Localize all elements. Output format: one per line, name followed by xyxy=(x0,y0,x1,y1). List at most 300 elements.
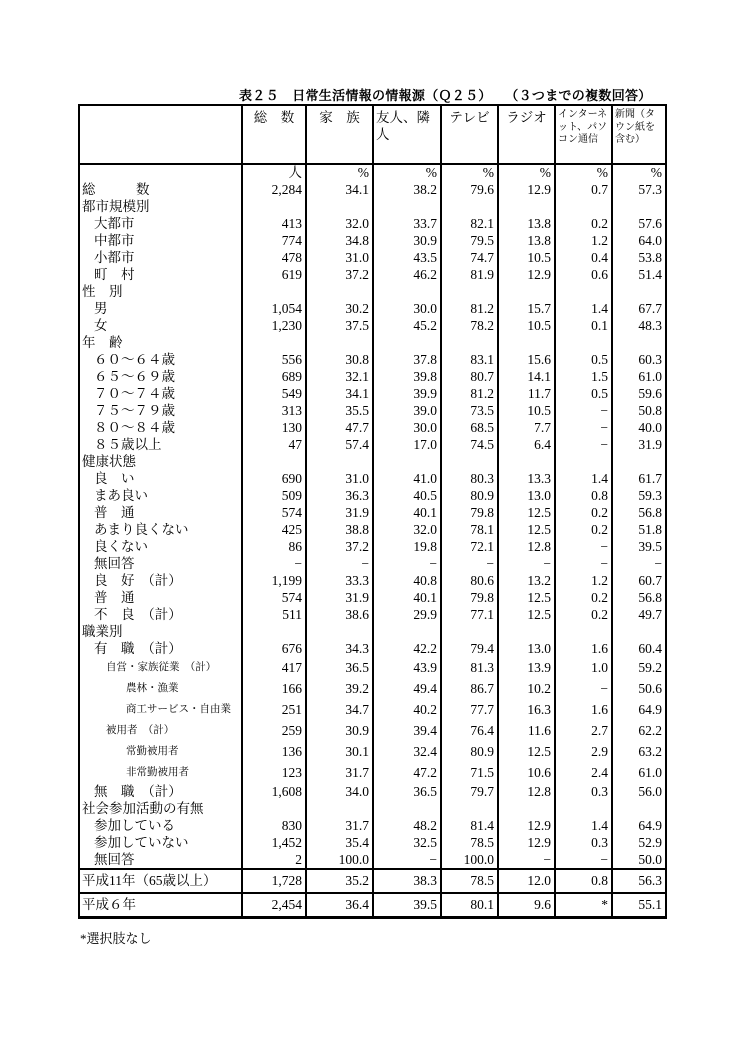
data-cell xyxy=(306,800,373,817)
data-cell xyxy=(612,198,666,215)
row-label: 平成６年 xyxy=(79,893,242,918)
data-cell xyxy=(373,623,441,640)
data-cell: 130 xyxy=(242,419,306,436)
data-cell: 690 xyxy=(242,470,306,487)
row-label: 良くない xyxy=(94,539,148,554)
data-cell: 36.3 xyxy=(306,487,373,504)
data-cell: 12.5 xyxy=(498,741,555,762)
data-cell: 574 xyxy=(242,504,306,521)
row-label: 非常勤被用者 xyxy=(126,767,189,778)
data-cell: 1,452 xyxy=(242,834,306,851)
table-body xyxy=(79,164,666,918)
data-cell: 0.8 xyxy=(555,487,612,504)
data-cell: 1.4 xyxy=(555,817,612,834)
data-cell xyxy=(555,334,612,351)
data-cell: 12.5 xyxy=(498,606,555,623)
data-cell: 30.8 xyxy=(306,351,373,368)
data-cell xyxy=(373,800,441,817)
data-cell: 509 xyxy=(242,487,306,504)
table-row xyxy=(79,678,666,699)
data-cell: 30.1 xyxy=(306,741,373,762)
row-label: 参加している xyxy=(94,818,175,833)
data-cell: 100.0 xyxy=(441,851,498,869)
data-cell: 100.0 xyxy=(306,851,373,869)
data-cell: 57.4 xyxy=(306,436,373,453)
row-label: 都市規模別 xyxy=(82,199,150,214)
data-cell: 12.0 xyxy=(498,869,555,893)
data-cell: 136 xyxy=(242,741,306,762)
data-cell xyxy=(441,800,498,817)
data-cell: 2.9 xyxy=(555,741,612,762)
data-cell xyxy=(441,198,498,215)
data-cell: 12.9 xyxy=(498,834,555,851)
data-cell: 32.1 xyxy=(306,368,373,385)
data-cell: 40.1 xyxy=(373,589,441,606)
data-cell xyxy=(498,334,555,351)
row-label: 性 別 xyxy=(82,284,123,299)
data-cell: 425 xyxy=(242,521,306,538)
data-cell: 79.5 xyxy=(441,232,498,249)
data-cell: 73.5 xyxy=(441,402,498,419)
data-cell: 38.2 xyxy=(373,181,441,198)
data-cell xyxy=(498,800,555,817)
data-cell: 74.5 xyxy=(441,436,498,453)
row-label: ７５～７９歳 xyxy=(94,403,175,418)
data-cell xyxy=(242,283,306,300)
section-row xyxy=(79,198,666,215)
data-cell xyxy=(373,198,441,215)
table-row xyxy=(79,606,666,623)
data-cell: 12.9 xyxy=(498,817,555,834)
row-label: 年 齢 xyxy=(82,335,123,350)
data-cell: 37.2 xyxy=(306,538,373,555)
data-cell: 56.8 xyxy=(612,589,666,606)
section-row xyxy=(79,800,666,817)
data-cell: 11.6 xyxy=(498,720,555,741)
data-cell: 417 xyxy=(242,657,306,678)
data-cell: 34.0 xyxy=(306,783,373,800)
data-cell: 19.8 xyxy=(373,538,441,555)
table-row xyxy=(79,300,666,317)
data-cell: 59.6 xyxy=(612,385,666,402)
data-cell: 1,728 xyxy=(242,869,306,893)
data-cell: 34.8 xyxy=(306,232,373,249)
row-label: 総 数 xyxy=(82,182,150,197)
data-cell: 1.6 xyxy=(555,640,612,657)
data-cell xyxy=(242,334,306,351)
footer-row xyxy=(79,869,666,893)
table-row xyxy=(79,317,666,334)
data-cell xyxy=(306,334,373,351)
row-label: ８５歳以上 xyxy=(94,437,162,452)
data-cell: 71.5 xyxy=(441,762,498,783)
data-cell: % xyxy=(306,164,373,181)
data-cell: 619 xyxy=(242,266,306,283)
col-header-radio: ラジオ xyxy=(498,105,555,164)
data-cell: 0.2 xyxy=(555,504,612,521)
data-cell: 31.7 xyxy=(306,762,373,783)
data-cell xyxy=(612,453,666,470)
data-cell: 61.0 xyxy=(612,762,666,783)
data-cell xyxy=(242,800,306,817)
row-label: ６５～６９歳 xyxy=(94,369,175,384)
row-label: 被用者 （計） xyxy=(106,725,175,736)
data-cell: − xyxy=(498,555,555,572)
data-cell: 0.1 xyxy=(555,317,612,334)
table-row xyxy=(79,572,666,589)
data-cell: 38.3 xyxy=(373,869,441,893)
data-cell: 17.0 xyxy=(373,436,441,453)
table-row xyxy=(79,470,666,487)
data-cell: 50.0 xyxy=(612,851,666,869)
section-row xyxy=(79,283,666,300)
data-cell: 0.6 xyxy=(555,266,612,283)
col-header-friends-neighbors: 友人、隣人 xyxy=(373,105,441,164)
data-cell xyxy=(498,623,555,640)
data-cell: 10.6 xyxy=(498,762,555,783)
data-cell xyxy=(242,453,306,470)
data-cell: 59.3 xyxy=(612,487,666,504)
data-cell: 313 xyxy=(242,402,306,419)
data-cell: 79.8 xyxy=(441,504,498,521)
data-cell xyxy=(441,283,498,300)
data-cell: 46.2 xyxy=(373,266,441,283)
row-label: 有 職 （計） xyxy=(94,641,182,656)
units-row xyxy=(79,164,666,181)
col-header-newspaper: 新聞（タウン紙を含む） xyxy=(612,105,666,164)
data-cell: 30.0 xyxy=(373,419,441,436)
table-row xyxy=(79,817,666,834)
data-cell: 1.2 xyxy=(555,572,612,589)
table-row xyxy=(79,521,666,538)
data-cell: 81.4 xyxy=(441,817,498,834)
section-row xyxy=(79,334,666,351)
data-cell: 10.5 xyxy=(498,402,555,419)
data-cell: 1.6 xyxy=(555,699,612,720)
data-cell: 0.2 xyxy=(555,606,612,623)
data-cell: 35.4 xyxy=(306,834,373,851)
data-cell xyxy=(555,453,612,470)
data-cell: 39.9 xyxy=(373,385,441,402)
data-cell: 50.6 xyxy=(612,678,666,699)
data-cell: 11.7 xyxy=(498,385,555,402)
data-cell: 34.1 xyxy=(306,181,373,198)
table-row xyxy=(79,851,666,869)
data-cell xyxy=(612,283,666,300)
data-cell: 31.7 xyxy=(306,817,373,834)
row-label: 良 い xyxy=(94,471,135,486)
data-cell: 50.8 xyxy=(612,402,666,419)
data-cell: − xyxy=(242,555,306,572)
data-cell: 1.4 xyxy=(555,300,612,317)
data-cell: 7.7 xyxy=(498,419,555,436)
data-cell xyxy=(441,453,498,470)
data-cell: 13.0 xyxy=(498,640,555,657)
table-row xyxy=(79,538,666,555)
table-row xyxy=(79,783,666,800)
data-cell: 32.0 xyxy=(306,215,373,232)
data-cell: 53.8 xyxy=(612,249,666,266)
table-row xyxy=(79,351,666,368)
data-cell: 32.4 xyxy=(373,741,441,762)
footnote: *選択肢なし xyxy=(80,931,152,946)
table-row xyxy=(79,762,666,783)
data-cell: 33.3 xyxy=(306,572,373,589)
data-cell: 68.5 xyxy=(441,419,498,436)
data-cell: 78.1 xyxy=(441,521,498,538)
data-cell: 2,454 xyxy=(242,893,306,918)
table-row xyxy=(79,657,666,678)
data-cell: 0.8 xyxy=(555,869,612,893)
data-cell: 830 xyxy=(242,817,306,834)
data-cell: 81.2 xyxy=(441,300,498,317)
row-label: 男 xyxy=(94,301,108,316)
data-cell: 676 xyxy=(242,640,306,657)
row-label: 商工サービス・自由業 xyxy=(126,704,231,715)
data-cell: 63.2 xyxy=(612,741,666,762)
data-cell xyxy=(555,800,612,817)
data-cell: 56.3 xyxy=(612,869,666,893)
row-label: 参加していない xyxy=(94,835,189,850)
section-row xyxy=(79,623,666,640)
data-cell: 774 xyxy=(242,232,306,249)
data-cell: − xyxy=(555,436,612,453)
data-cell xyxy=(498,198,555,215)
data-cell: − xyxy=(555,538,612,555)
data-cell: 79.4 xyxy=(441,640,498,657)
data-cell: 40.8 xyxy=(373,572,441,589)
data-cell: 689 xyxy=(242,368,306,385)
data-cell: 76.4 xyxy=(441,720,498,741)
row-label: 町 村 xyxy=(94,267,135,282)
data-cell: 15.6 xyxy=(498,351,555,368)
data-cell: − xyxy=(555,419,612,436)
data-cell: 78.5 xyxy=(441,834,498,851)
data-cell: 60.3 xyxy=(612,351,666,368)
data-cell: * xyxy=(555,893,612,918)
data-cell: 32.5 xyxy=(373,834,441,851)
data-cell: 38.6 xyxy=(306,606,373,623)
data-cell: 1,054 xyxy=(242,300,306,317)
row-label: あまり良くない xyxy=(94,522,189,537)
data-cell: 47 xyxy=(242,436,306,453)
data-cell: 12.9 xyxy=(498,181,555,198)
data-cell: 40.2 xyxy=(373,699,441,720)
data-cell: 10.5 xyxy=(498,317,555,334)
data-cell: − xyxy=(441,555,498,572)
data-cell: 15.7 xyxy=(498,300,555,317)
data-cell: 42.2 xyxy=(373,640,441,657)
row-label: 無回答 xyxy=(94,852,135,867)
row-label: 自営・家族従業 （計） xyxy=(106,662,217,673)
data-cell: 13.8 xyxy=(498,232,555,249)
table-row xyxy=(79,436,666,453)
table-row xyxy=(79,487,666,504)
data-cell: 48.3 xyxy=(612,317,666,334)
data-cell: 62.2 xyxy=(612,720,666,741)
data-cell: 38.8 xyxy=(306,521,373,538)
data-cell: 123 xyxy=(242,762,306,783)
data-cell: 41.0 xyxy=(373,470,441,487)
data-cell: − xyxy=(612,555,666,572)
table-row xyxy=(79,419,666,436)
table-row xyxy=(79,699,666,720)
data-cell xyxy=(498,283,555,300)
section-row xyxy=(79,453,666,470)
data-cell xyxy=(441,623,498,640)
data-cell: 49.4 xyxy=(373,678,441,699)
table-row xyxy=(79,640,666,657)
data-cell: 35.5 xyxy=(306,402,373,419)
data-cell: 86.7 xyxy=(441,678,498,699)
table-title: 表２５ 日常生活情報の情報源（Ｑ２５） （３つまでの複数回答） xyxy=(239,88,652,103)
data-cell: − xyxy=(555,678,612,699)
table-row xyxy=(79,402,666,419)
data-cell: 74.7 xyxy=(441,249,498,266)
data-cell: 0.3 xyxy=(555,783,612,800)
data-cell: 36.5 xyxy=(373,783,441,800)
data-cell: 47.7 xyxy=(306,419,373,436)
data-cell: 0.2 xyxy=(555,521,612,538)
data-cell: 81.9 xyxy=(441,266,498,283)
data-cell: 251 xyxy=(242,699,306,720)
data-cell: 1,199 xyxy=(242,572,306,589)
col-header-internet: インターネット、パソコン通信 xyxy=(555,105,612,164)
data-cell: 1.5 xyxy=(555,368,612,385)
data-cell: % xyxy=(555,164,612,181)
row-label: 農林・漁業 xyxy=(126,683,179,694)
table-row xyxy=(79,249,666,266)
data-cell xyxy=(373,283,441,300)
table-row xyxy=(79,720,666,741)
data-cell: 16.3 xyxy=(498,699,555,720)
table-row xyxy=(79,504,666,521)
row-label: 平成11年（65歳以上） xyxy=(79,869,242,893)
data-cell: 59.2 xyxy=(612,657,666,678)
data-cell: 30.9 xyxy=(306,720,373,741)
data-cell xyxy=(612,623,666,640)
data-cell: 259 xyxy=(242,720,306,741)
table-row xyxy=(79,385,666,402)
data-cell: 10.2 xyxy=(498,678,555,699)
data-cell: 549 xyxy=(242,385,306,402)
data-cell: % xyxy=(441,164,498,181)
data-cell: 1,230 xyxy=(242,317,306,334)
data-cell xyxy=(612,334,666,351)
data-cell: 0.5 xyxy=(555,351,612,368)
data-cell: 39.2 xyxy=(306,678,373,699)
data-cell: 80.9 xyxy=(441,741,498,762)
data-cell xyxy=(555,283,612,300)
data-cell: − xyxy=(373,851,441,869)
row-label: 普 通 xyxy=(94,590,135,605)
data-cell: 82.1 xyxy=(441,215,498,232)
data-cell: 31.0 xyxy=(306,249,373,266)
data-cell: 2.7 xyxy=(555,720,612,741)
data-cell: 556 xyxy=(242,351,306,368)
row-label: 女 xyxy=(94,318,108,333)
data-cell: 30.0 xyxy=(373,300,441,317)
data-cell: 31.9 xyxy=(612,436,666,453)
table-row xyxy=(79,589,666,606)
data-cell: 51.8 xyxy=(612,521,666,538)
data-cell xyxy=(373,453,441,470)
row-label: 無回答 xyxy=(94,556,135,571)
data-cell: 30.9 xyxy=(373,232,441,249)
data-cell: 1.2 xyxy=(555,232,612,249)
data-cell: 13.9 xyxy=(498,657,555,678)
data-cell: 12.5 xyxy=(498,589,555,606)
row-label: 不 良 （計） xyxy=(94,607,182,622)
data-cell: 43.5 xyxy=(373,249,441,266)
row-label: ６０～６４歳 xyxy=(94,352,175,367)
table-row xyxy=(79,266,666,283)
stats-table xyxy=(78,104,667,919)
data-cell: 57.6 xyxy=(612,215,666,232)
table-container xyxy=(78,104,666,947)
row-label xyxy=(79,164,242,181)
data-cell: 64.9 xyxy=(612,699,666,720)
row-label: ８０～８４歳 xyxy=(94,420,175,435)
data-cell: 79.6 xyxy=(441,181,498,198)
header-corner-cell xyxy=(79,105,242,164)
data-cell: − xyxy=(498,851,555,869)
data-cell: 人 xyxy=(242,164,306,181)
row-label: まあ良い xyxy=(94,488,148,503)
data-cell: 37.8 xyxy=(373,351,441,368)
data-cell: 67.7 xyxy=(612,300,666,317)
data-cell: 78.5 xyxy=(441,869,498,893)
data-cell: 0.7 xyxy=(555,181,612,198)
row-label: 健康状態 xyxy=(82,454,136,469)
data-cell: 64.9 xyxy=(612,817,666,834)
data-cell: 2.4 xyxy=(555,762,612,783)
data-cell: 39.4 xyxy=(373,720,441,741)
data-cell: 2,284 xyxy=(242,181,306,198)
data-cell: % xyxy=(612,164,666,181)
data-cell: 0.4 xyxy=(555,249,612,266)
data-cell xyxy=(612,800,666,817)
data-cell: 80.3 xyxy=(441,470,498,487)
data-cell: 10.5 xyxy=(498,249,555,266)
data-cell: 39.0 xyxy=(373,402,441,419)
data-cell: 39.5 xyxy=(612,538,666,555)
data-cell: 81.3 xyxy=(441,657,498,678)
data-cell: 40.5 xyxy=(373,487,441,504)
data-cell: 32.0 xyxy=(373,521,441,538)
data-cell xyxy=(306,453,373,470)
data-cell: 39.5 xyxy=(373,893,441,918)
row-label: 無 職 （計） xyxy=(94,784,182,799)
data-cell: 83.1 xyxy=(441,351,498,368)
data-cell: 36.4 xyxy=(306,893,373,918)
data-cell: 79.7 xyxy=(441,783,498,800)
data-cell: 40.1 xyxy=(373,504,441,521)
data-cell: 81.2 xyxy=(441,385,498,402)
data-cell: 6.4 xyxy=(498,436,555,453)
data-cell: 13.8 xyxy=(498,215,555,232)
data-cell: 56.0 xyxy=(612,783,666,800)
data-cell: 80.1 xyxy=(441,893,498,918)
data-cell: 43.9 xyxy=(373,657,441,678)
header-row xyxy=(79,105,666,164)
data-cell: 29.9 xyxy=(373,606,441,623)
data-cell: − xyxy=(555,555,612,572)
data-cell xyxy=(242,198,306,215)
data-cell: 36.5 xyxy=(306,657,373,678)
data-cell: 14.1 xyxy=(498,368,555,385)
data-cell: 35.2 xyxy=(306,869,373,893)
